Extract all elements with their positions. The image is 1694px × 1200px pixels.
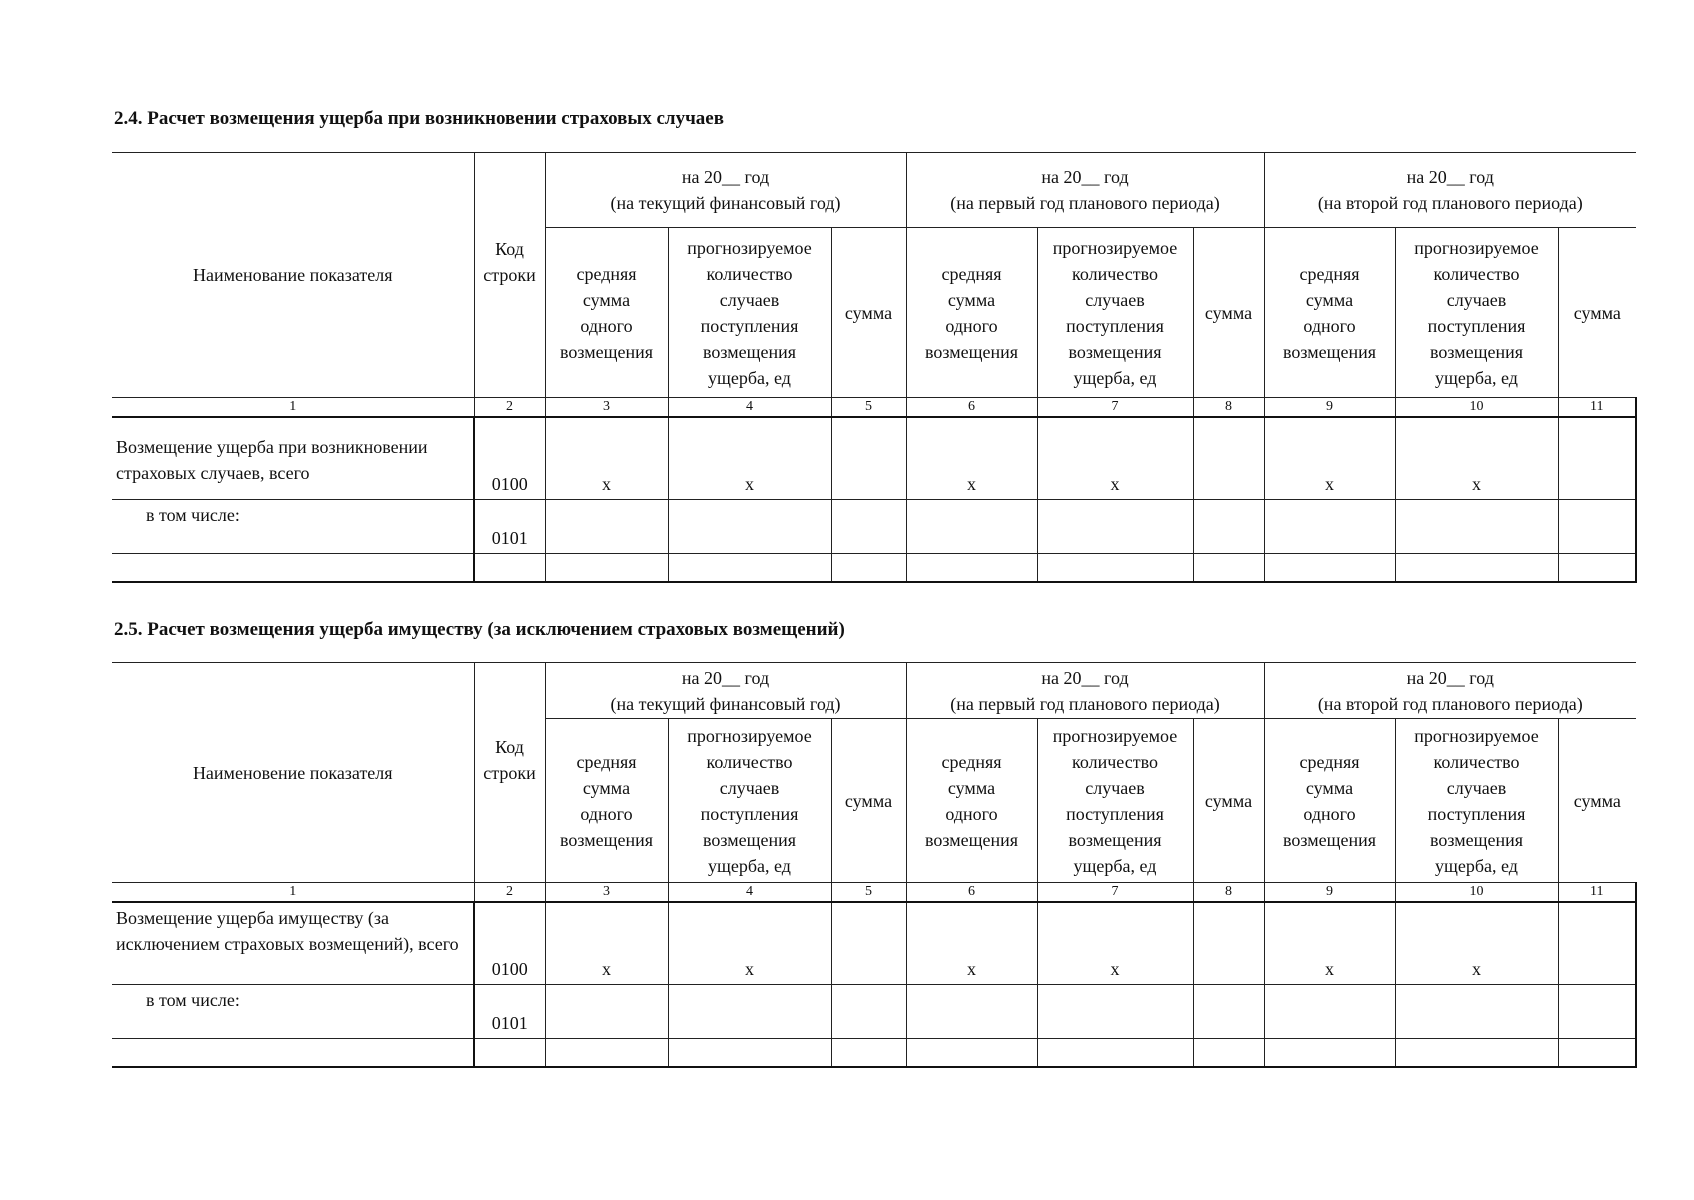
value-cell[interactable] bbox=[545, 984, 668, 1038]
value-cell[interactable] bbox=[1037, 1038, 1193, 1067]
row-name: Возмещение ущерба при возникновении страховых случаев, всего bbox=[112, 417, 474, 499]
row-code: 0101 bbox=[474, 984, 545, 1038]
header-period-current: на 20__ год (на текущий финансовый год) bbox=[545, 153, 906, 228]
column-number: 8 bbox=[1193, 883, 1264, 903]
header-sum: сумма bbox=[1558, 719, 1636, 883]
table-row-empty bbox=[112, 553, 1636, 582]
header-avg-amount: средняя сумма одного возмещения bbox=[1264, 228, 1395, 398]
header-period-plan-1: на 20__ год (на первый год планового периода) bbox=[906, 663, 1264, 719]
value-cell[interactable] bbox=[831, 984, 906, 1038]
value-cell[interactable] bbox=[1558, 499, 1636, 553]
header-forecast-count: прогнозируемое количество случаев поступления возмещения ущерба, ед bbox=[1395, 228, 1558, 398]
column-number: 4 bbox=[668, 883, 831, 903]
table-row-total bbox=[112, 417, 1636, 499]
value-cell[interactable] bbox=[906, 553, 1037, 582]
value-cell[interactable] bbox=[668, 984, 831, 1038]
header-forecast-count: прогнозируемое количество случаев поступления возмещения ущерба, ед bbox=[1037, 228, 1193, 398]
column-number: 11 bbox=[1558, 883, 1636, 903]
mark-x: x bbox=[906, 902, 1037, 984]
value-cell[interactable] bbox=[1558, 1038, 1636, 1067]
column-number: 7 bbox=[1037, 883, 1193, 903]
value-cell[interactable] bbox=[1558, 417, 1636, 499]
value-cell[interactable] bbox=[668, 553, 831, 582]
value-cell[interactable] bbox=[1264, 499, 1395, 553]
value-cell[interactable] bbox=[1395, 499, 1558, 553]
value-cell[interactable] bbox=[1558, 902, 1636, 984]
value-cell[interactable] bbox=[668, 1038, 831, 1067]
header-sum: сумма bbox=[1193, 228, 1264, 398]
header-avg-amount: средняя сумма одного возмещения bbox=[545, 719, 668, 883]
value-cell[interactable] bbox=[831, 1038, 906, 1067]
header-sum: сумма bbox=[831, 228, 906, 398]
value-cell[interactable] bbox=[1395, 1038, 1558, 1067]
header-name-column: Наименование показателя bbox=[112, 153, 474, 398]
header-period-current: на 20__ год (на текущий финансовый год) bbox=[545, 663, 906, 719]
column-number: 3 bbox=[545, 398, 668, 418]
value-cell[interactable] bbox=[1037, 553, 1193, 582]
mark-x: x bbox=[545, 902, 668, 984]
value-cell[interactable] bbox=[545, 499, 668, 553]
column-number: 2 bbox=[474, 398, 545, 418]
mark-x: x bbox=[668, 902, 831, 984]
value-cell[interactable] bbox=[831, 902, 906, 984]
mark-x: x bbox=[1395, 417, 1558, 499]
property-damage-table bbox=[112, 662, 1637, 1068]
mark-x: x bbox=[1037, 417, 1193, 499]
value-cell[interactable] bbox=[831, 499, 906, 553]
value-cell[interactable] bbox=[1558, 553, 1636, 582]
value-cell[interactable] bbox=[1193, 902, 1264, 984]
compensation-table bbox=[112, 152, 1637, 583]
value-cell[interactable] bbox=[545, 553, 668, 582]
value-cell[interactable] bbox=[1264, 984, 1395, 1038]
row-name: в том числе: bbox=[112, 984, 474, 1038]
value-cell[interactable] bbox=[1193, 984, 1264, 1038]
header-code-column: Код строки bbox=[474, 663, 545, 883]
header-period-plan-2: на 20__ год (на второй год планового периода) bbox=[1264, 663, 1636, 719]
column-number: 3 bbox=[545, 883, 668, 903]
header-period-plan-2: на 20__ год (на второй год планового периода) bbox=[1264, 153, 1636, 228]
header-sum: сумма bbox=[1558, 228, 1636, 398]
header-forecast-count: прогнозируемое количество случаев поступления возмещения ущерба, ед bbox=[1395, 719, 1558, 883]
value-cell[interactable] bbox=[831, 553, 906, 582]
value-cell[interactable] bbox=[1395, 553, 1558, 582]
value-cell[interactable] bbox=[1193, 1038, 1264, 1067]
header-avg-amount: средняя сумма одного возмещения bbox=[906, 228, 1037, 398]
header-forecast-count: прогнозируемое количество случаев поступления возмещения ущерба, ед bbox=[668, 719, 831, 883]
column-number-row bbox=[112, 398, 1636, 418]
value-cell[interactable] bbox=[906, 1038, 1037, 1067]
row-code: 0100 bbox=[474, 417, 545, 499]
mark-x: x bbox=[1037, 902, 1193, 984]
value-cell[interactable] bbox=[1264, 1038, 1395, 1067]
value-cell[interactable] bbox=[1558, 984, 1636, 1038]
row-code: 0101 bbox=[474, 499, 545, 553]
value-cell[interactable] bbox=[1037, 984, 1193, 1038]
header-avg-amount: средняя сумма одного возмещения bbox=[1264, 719, 1395, 883]
mark-x: x bbox=[1264, 417, 1395, 499]
row-code[interactable] bbox=[474, 553, 545, 582]
header-period-plan-1: на 20__ год (на первый год планового периода) bbox=[906, 153, 1264, 228]
column-number: 6 bbox=[906, 398, 1037, 418]
column-number: 2 bbox=[474, 883, 545, 903]
value-cell[interactable] bbox=[1037, 499, 1193, 553]
column-number: 7 bbox=[1037, 398, 1193, 418]
row-name: в том числе: bbox=[112, 499, 474, 553]
column-number: 5 bbox=[831, 883, 906, 903]
value-cell[interactable] bbox=[1395, 984, 1558, 1038]
row-name[interactable] bbox=[112, 1038, 474, 1067]
section-title: 2.4. Расчет возмещения ущерба при возникновении страховых случаев bbox=[114, 108, 724, 129]
header-forecast-count: прогнозируемое количество случаев поступления возмещения ущерба, ед bbox=[668, 228, 831, 398]
row-name: Возмещение ущерба имуществу (за исключением страховых возмещений), всего bbox=[112, 902, 474, 984]
header-sum: сумма bbox=[831, 719, 906, 883]
column-number: 10 bbox=[1395, 398, 1558, 418]
section-title: 2.5. Расчет возмещения ущерба имуществу (за исключением страховых возмещений) bbox=[114, 619, 845, 640]
value-cell[interactable] bbox=[906, 499, 1037, 553]
row-code: 0100 bbox=[474, 902, 545, 984]
column-number: 1 bbox=[112, 398, 474, 418]
column-number: 6 bbox=[906, 883, 1037, 903]
header-code-column: Код строки bbox=[474, 153, 545, 398]
column-number: 10 bbox=[1395, 883, 1558, 903]
mark-x: x bbox=[1264, 902, 1395, 984]
mark-x: x bbox=[545, 417, 668, 499]
header-name-column: Наименовение показателя bbox=[112, 663, 474, 883]
table-row-empty bbox=[112, 1038, 1636, 1067]
value-cell[interactable] bbox=[831, 417, 906, 499]
column-number: 5 bbox=[831, 398, 906, 418]
mark-x: x bbox=[1395, 902, 1558, 984]
row-name[interactable] bbox=[112, 553, 474, 582]
column-number: 11 bbox=[1558, 398, 1636, 418]
table-row-including bbox=[112, 984, 1636, 1038]
column-number: 9 bbox=[1264, 398, 1395, 418]
column-number: 1 bbox=[112, 883, 474, 903]
table-row-including bbox=[112, 499, 1636, 553]
header-avg-amount: средняя сумма одного возмещения bbox=[545, 228, 668, 398]
value-cell[interactable] bbox=[1193, 553, 1264, 582]
value-cell[interactable] bbox=[1193, 417, 1264, 499]
value-cell[interactable] bbox=[906, 984, 1037, 1038]
column-number: 4 bbox=[668, 398, 831, 418]
value-cell[interactable] bbox=[545, 1038, 668, 1067]
column-number-row bbox=[112, 883, 1636, 903]
value-cell[interactable] bbox=[1193, 499, 1264, 553]
mark-x: x bbox=[906, 417, 1037, 499]
header-forecast-count: прогнозируемое количество случаев поступления возмещения ущерба, ед bbox=[1037, 719, 1193, 883]
value-cell[interactable] bbox=[1264, 553, 1395, 582]
table-row-total bbox=[112, 902, 1636, 984]
header-sum: сумма bbox=[1193, 719, 1264, 883]
header-avg-amount: средняя сумма одного возмещения bbox=[906, 719, 1037, 883]
mark-x: x bbox=[668, 417, 831, 499]
column-number: 9 bbox=[1264, 883, 1395, 903]
value-cell[interactable] bbox=[668, 499, 831, 553]
row-code[interactable] bbox=[474, 1038, 545, 1067]
column-number: 8 bbox=[1193, 398, 1264, 418]
